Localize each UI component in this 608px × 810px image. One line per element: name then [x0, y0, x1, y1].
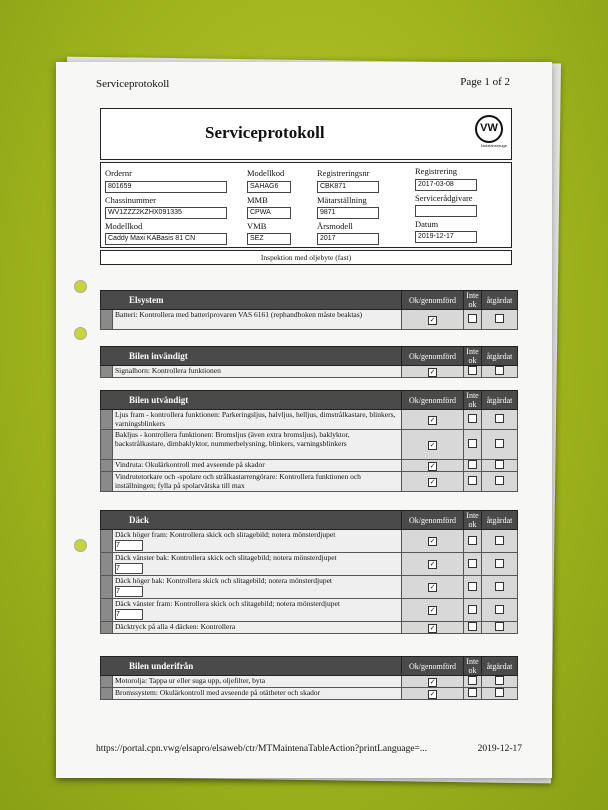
- check-item: [113, 553, 402, 576]
- tread-depth-value[interactable]: 7: [115, 563, 143, 574]
- modellkod2-label: Modellkod: [105, 221, 143, 231]
- matar-value: 9871: [317, 207, 379, 219]
- ok-checkbox[interactable]: ✓: [429, 315, 436, 324]
- check-item-text: Däck vänster bak: Kontrollera skick och slitagebild; notera mönsterdjupet: [115, 553, 337, 562]
- section-3: [100, 510, 518, 634]
- fixed-checkbox[interactable]: [495, 676, 504, 685]
- not-ok-checkbox[interactable]: [468, 688, 477, 697]
- title-box: [100, 108, 512, 160]
- row-marker: [101, 310, 113, 330]
- vw-logo-icon: VW: [475, 115, 503, 143]
- check-item: [113, 676, 402, 688]
- check-item: [113, 472, 402, 492]
- modellkod2-value: Caddy Maxi KABasis 81 CN: [105, 233, 227, 245]
- fixed-checkbox[interactable]: [495, 460, 504, 469]
- ok-checkbox[interactable]: ✓: [429, 440, 436, 449]
- check-item: [113, 622, 402, 634]
- row-marker: [101, 599, 113, 622]
- ordernr-label: Ordernr: [105, 168, 132, 178]
- fixed-checkbox[interactable]: [495, 314, 504, 323]
- ok-checkbox[interactable]: ✓: [429, 583, 436, 591]
- ok-checkbox[interactable]: ✓: [429, 537, 436, 545]
- datum-value: 2019-12-17: [415, 231, 477, 243]
- registrering-value: 2017-03-08: [415, 179, 477, 191]
- check-item-text: Däck vänster fram: Kontrollera skick och slitagebild; notera mönsterdjupet: [115, 599, 340, 608]
- section-title: Bilen utvändigt: [101, 391, 402, 410]
- row-marker: [101, 688, 113, 700]
- col-inte-header: Inte ok: [464, 347, 482, 366]
- ok-checkbox[interactable]: ✓: [429, 689, 436, 698]
- ok-checkbox[interactable]: ✓: [429, 677, 436, 686]
- col-atgardat-header: åtgärdat: [482, 511, 518, 530]
- modellkod-value: SAHAG6: [247, 181, 291, 193]
- row-marker: [101, 530, 113, 553]
- header-title: Serviceprotokoll: [96, 78, 170, 90]
- tread-depth-value[interactable]: 7: [115, 609, 143, 620]
- not-ok-checkbox[interactable]: [468, 605, 477, 614]
- check-item-text: Däck höger bak: Kontrollera skick och slitagebild; notera mönsterdjupet: [115, 576, 333, 585]
- not-ok-checkbox[interactable]: [468, 476, 477, 485]
- not-ok-checkbox[interactable]: [468, 559, 477, 568]
- row-marker: [101, 366, 113, 378]
- row-marker: [101, 472, 113, 492]
- section-title: Bilen underifrån: [101, 657, 402, 676]
- row-marker: [101, 576, 113, 599]
- check-item: [113, 576, 402, 599]
- not-ok-checkbox[interactable]: [468, 536, 477, 545]
- not-ok-checkbox[interactable]: [468, 366, 477, 375]
- check-item: [113, 430, 402, 460]
- arsmodell-label: Årsmodell: [317, 221, 353, 231]
- radgivare-label: Servicerådgivare: [415, 193, 473, 203]
- check-item: [113, 310, 402, 330]
- ok-checkbox[interactable]: ✓: [429, 367, 436, 376]
- ok-checkbox[interactable]: ✓: [429, 415, 436, 424]
- col-ok-header: Ok/genomförd: [402, 511, 464, 530]
- col-atgardat-header: åtgärdat: [482, 347, 518, 366]
- fixed-checkbox[interactable]: [495, 605, 504, 614]
- chassi-label: Chassinummer: [105, 195, 156, 205]
- not-ok-checkbox[interactable]: [468, 676, 477, 685]
- check-item-text: Signalhorn: Kontrollera funktionen: [115, 366, 221, 375]
- fixed-checkbox[interactable]: [495, 414, 504, 423]
- ok-checkbox[interactable]: ✓: [429, 477, 436, 486]
- check-item: [113, 410, 402, 430]
- section-0: [100, 290, 518, 330]
- check-item: [113, 599, 402, 622]
- footer-url: https://portal.cpn.vwg/elsapro/elsaweb/ctr/MTMaintenaTableAction?printLanguage=...: [96, 744, 428, 754]
- row-marker: [101, 430, 113, 460]
- col-inte-header: Inte ok: [464, 291, 482, 310]
- mmb-label: MMB: [247, 195, 268, 205]
- not-ok-checkbox[interactable]: [468, 439, 477, 448]
- section-title: Elsystem: [101, 291, 402, 310]
- section-title: Däck: [101, 511, 402, 530]
- col-inte-header: Inte ok: [464, 391, 482, 410]
- check-item: [113, 688, 402, 700]
- check-item-text: Ljus fram - kontrollera funktionen: Parkeringsljus, halvljus, helljus, dimstrålkastare, blinkers, varningsblinkers: [115, 410, 396, 428]
- check-item-text: Batteri: Kontrollera med batteriprovaren VAS 6161 (rephandboken måste beaktas): [115, 310, 363, 319]
- col-ok-header: Ok/genomförd: [402, 347, 464, 366]
- logo-subtitle: Nutzfahrzeuge: [480, 143, 507, 148]
- page-number: Page 1 of 2: [460, 76, 510, 88]
- check-item-text: Däck höger fram: Kontrollera skick och slitagebild; notera mönsterdjupet: [115, 530, 336, 539]
- tread-depth-value[interactable]: 7: [115, 586, 143, 597]
- fixed-checkbox[interactable]: [495, 476, 504, 485]
- fixed-checkbox[interactable]: [495, 622, 504, 631]
- vmb-label: VMB: [247, 221, 267, 231]
- fixed-checkbox[interactable]: [495, 688, 504, 697]
- ok-checkbox[interactable]: ✓: [429, 461, 436, 470]
- col-inte-header: Inte ok: [464, 657, 482, 676]
- section-1: [100, 346, 518, 378]
- row-marker: [101, 622, 113, 634]
- check-item-text: Bromssystem: Okulärkontroll med avseende på otätheter och skador: [115, 688, 321, 697]
- row-marker: [101, 676, 113, 688]
- matar-label: Mätarställning: [317, 195, 367, 205]
- ordernr-value: 801659: [105, 181, 227, 193]
- modellkod-label: Modellkod: [247, 168, 285, 178]
- check-item-text: Bakljus - kontrollera funktionen: Bromsljus (även extra bromsljus), baklyktor, backstrålkastare, dimbaklyktor, nummerbelysning, blinkers, varningsblinkers: [115, 430, 350, 448]
- arsmodell-value: 2017: [317, 233, 379, 245]
- ok-checkbox[interactable]: ✓: [429, 606, 436, 614]
- row-marker: [101, 553, 113, 576]
- registrering-label: Registrering: [415, 166, 458, 176]
- not-ok-checkbox[interactable]: [468, 622, 477, 631]
- check-item-text: Vindrutetorkare och -spolare och strålkastarrengörare: Kontrollera funktionen och inställningen; fylla på spolarvätska till max: [115, 472, 361, 490]
- not-ok-checkbox[interactable]: [468, 414, 477, 423]
- ok-checkbox[interactable]: ✓: [429, 560, 436, 568]
- punch-hole: [74, 539, 87, 552]
- document-title: Serviceprotokoll: [205, 123, 325, 142]
- fixed-checkbox[interactable]: [495, 536, 504, 545]
- punch-hole: [74, 327, 87, 340]
- col-ok-header: Ok/genomförd: [402, 657, 464, 676]
- radgivare-value: [415, 205, 477, 217]
- col-ok-header: Ok/genomförd: [402, 291, 464, 310]
- section-2: [100, 390, 518, 492]
- section-4: [100, 656, 518, 700]
- section-title: Bilen invändigt: [101, 347, 402, 366]
- not-ok-checkbox[interactable]: [468, 460, 477, 469]
- fixed-checkbox[interactable]: [495, 366, 504, 375]
- check-item: [113, 366, 402, 378]
- inspection-type: Inspektion med oljebyte (fast): [100, 250, 512, 265]
- col-atgardat-header: åtgärdat: [482, 657, 518, 676]
- col-inte-header: Inte ok: [464, 511, 482, 530]
- col-ok-header: Ok/genomförd: [402, 391, 464, 410]
- regnr-label: Registreringsnr: [317, 168, 370, 178]
- col-atgardat-header: åtgärdat: [482, 291, 518, 310]
- document-page: [56, 62, 552, 778]
- row-marker: [101, 460, 113, 472]
- fixed-checkbox[interactable]: [495, 582, 504, 591]
- fixed-checkbox[interactable]: [495, 439, 504, 448]
- fixed-checkbox[interactable]: [495, 559, 504, 568]
- chassi-value: WV1ZZZ2KZHX091335: [105, 207, 227, 219]
- punch-hole: [74, 280, 87, 293]
- vehicle-info: [100, 162, 512, 248]
- col-atgardat-header: åtgärdat: [482, 391, 518, 410]
- check-item-text: Vindruta: Okulärkontroll med avseende på skador: [115, 460, 265, 469]
- vmb-value: SEZ: [247, 233, 291, 245]
- row-marker: [101, 410, 113, 430]
- mmb-value: CPWA: [247, 207, 291, 219]
- not-ok-checkbox[interactable]: [468, 582, 477, 591]
- ok-checkbox[interactable]: ✓: [429, 623, 436, 632]
- not-ok-checkbox[interactable]: [468, 314, 477, 323]
- check-item: [113, 460, 402, 472]
- regnr-value: CBK871: [317, 181, 379, 193]
- tread-depth-value[interactable]: 7: [115, 540, 143, 551]
- check-item-text: Motorolja: Tappa ur eller suga upp, oljefilter, byta: [115, 676, 266, 685]
- check-item: [113, 530, 402, 553]
- check-item-text: Däcktryck på alla 4 däcken: Kontrollera: [115, 622, 236, 631]
- datum-label: Datum: [415, 219, 439, 229]
- footer-date: 2019-12-17: [477, 744, 522, 754]
